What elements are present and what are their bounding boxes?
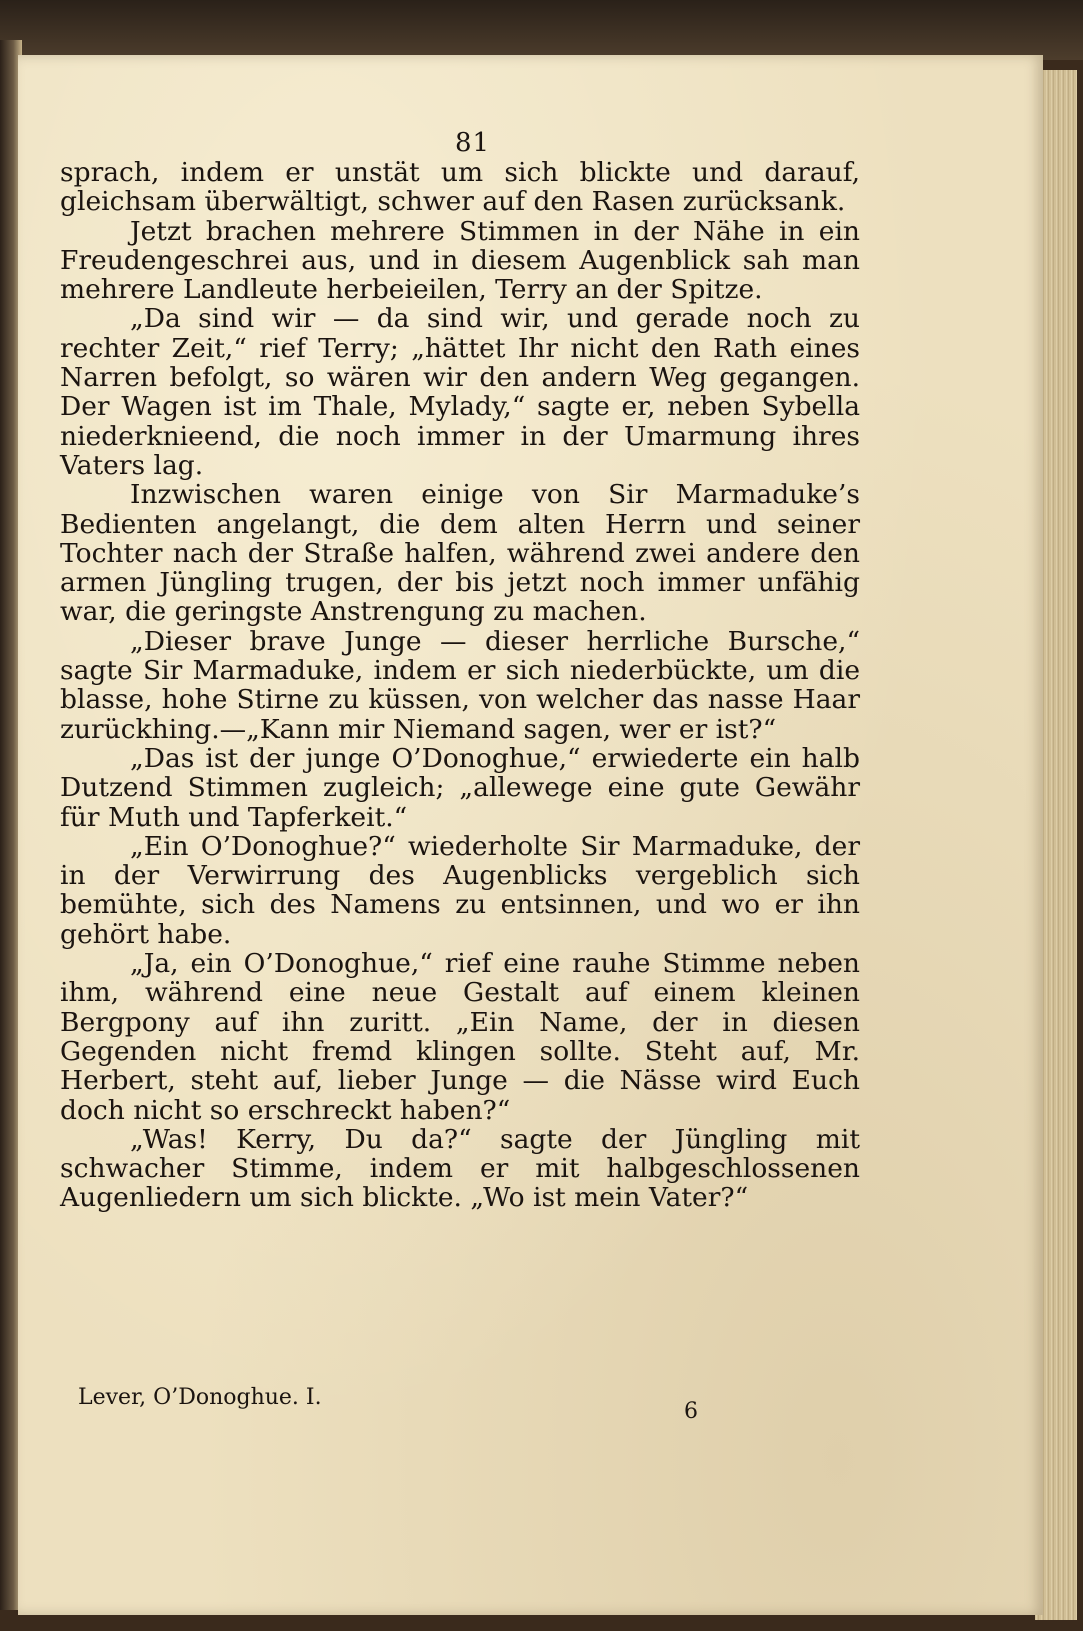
page-footer — [78, 1385, 838, 1424]
paragraph: „Was! Kerry, Du da?“ sagte der Jüngling mit schwacher Stimme, indem er mit halbgeschlossenen Augenliedern um sich blickte. „Wo ist mein Vater?“ — [60, 1123, 860, 1214]
paragraph: „Das ist der junge O’Donoghue,“ erwiederte ein halb Dutzend Stimmen zugleich; „allewege eine gute Gewähr für Muth und Tapferkeit.“ — [60, 742, 860, 833]
signature-mark: 6 — [684, 1399, 698, 1424]
paragraph: „Ein O’Donoghue?“ wiederholte Sir Marmaduke, der in der Verwirrung des Augenblicks vergeblich sich bemühte, sich des Namens zu entsinnen, und wo er ihn gehört habe. — [60, 830, 860, 950]
page-number: 81 — [455, 128, 491, 158]
footer-author-title: Lever, O’Donoghue. I. — [78, 1385, 322, 1410]
paragraph: „Da sind wir — da sind wir, und gerade noch zu rechter Zeit,“ rief Terry; „hättet Ihr nicht den Rath eines Narren befolgt, so wären wir den andern Weg gegangen. Der Wagen ist im Thale, Mylady,“ sagte er, neben Sybella niederknieend, die noch immer in der Umarmung ihres Vaters lag. — [60, 303, 860, 481]
book-cover-top — [0, 0, 1083, 60]
paragraph: „Dieser brave Junge — dieser herrliche Bursche,“ sagte Sir Marmaduke, indem er sich niederbückte, um die blasse, hohe Stirne zu küssen, von welcher das nasse Haar zurückhing.—„Kann mir Niemand sagen, wer er ist?“ — [60, 625, 860, 745]
paragraph: Jetzt brachen mehrere Stimmen in der Nähe in ein Freudengeschrei aus, und in diesem Augenblick sah man mehrere Landleute herbeieilen, Terry an der Spitze. — [60, 215, 860, 306]
paragraph: „Ja, ein O’Donoghue,“ rief eine rauhe Stimme neben ihm, während eine neue Gestalt auf einem kleinen Bergpony auf ihn zuritt. „Ein Name, der in diesen Gegenden nicht fremd klingen sollte. Steht auf, Mr. Herbert, steht auf, lieber Junge — die Nässe wird Euch doch nicht so erschreckt haben?“ — [60, 948, 860, 1126]
paragraph: sprach, indem er unstät um sich blickte und darauf, gleichsam überwältigt, schwer auf den Rasen zurücksank. — [60, 157, 860, 218]
paragraph: Inzwischen waren einige von Sir Marmaduke’s Bedienten angelangt, die dem alten Herrn und seiner Tochter nach der Straße halfen, während zwei andere den armen Jüngling trugen, der bis jetzt noch immer unfähig war, die geringste Anstrengung zu machen. — [60, 479, 860, 628]
body-text — [60, 158, 860, 1213]
